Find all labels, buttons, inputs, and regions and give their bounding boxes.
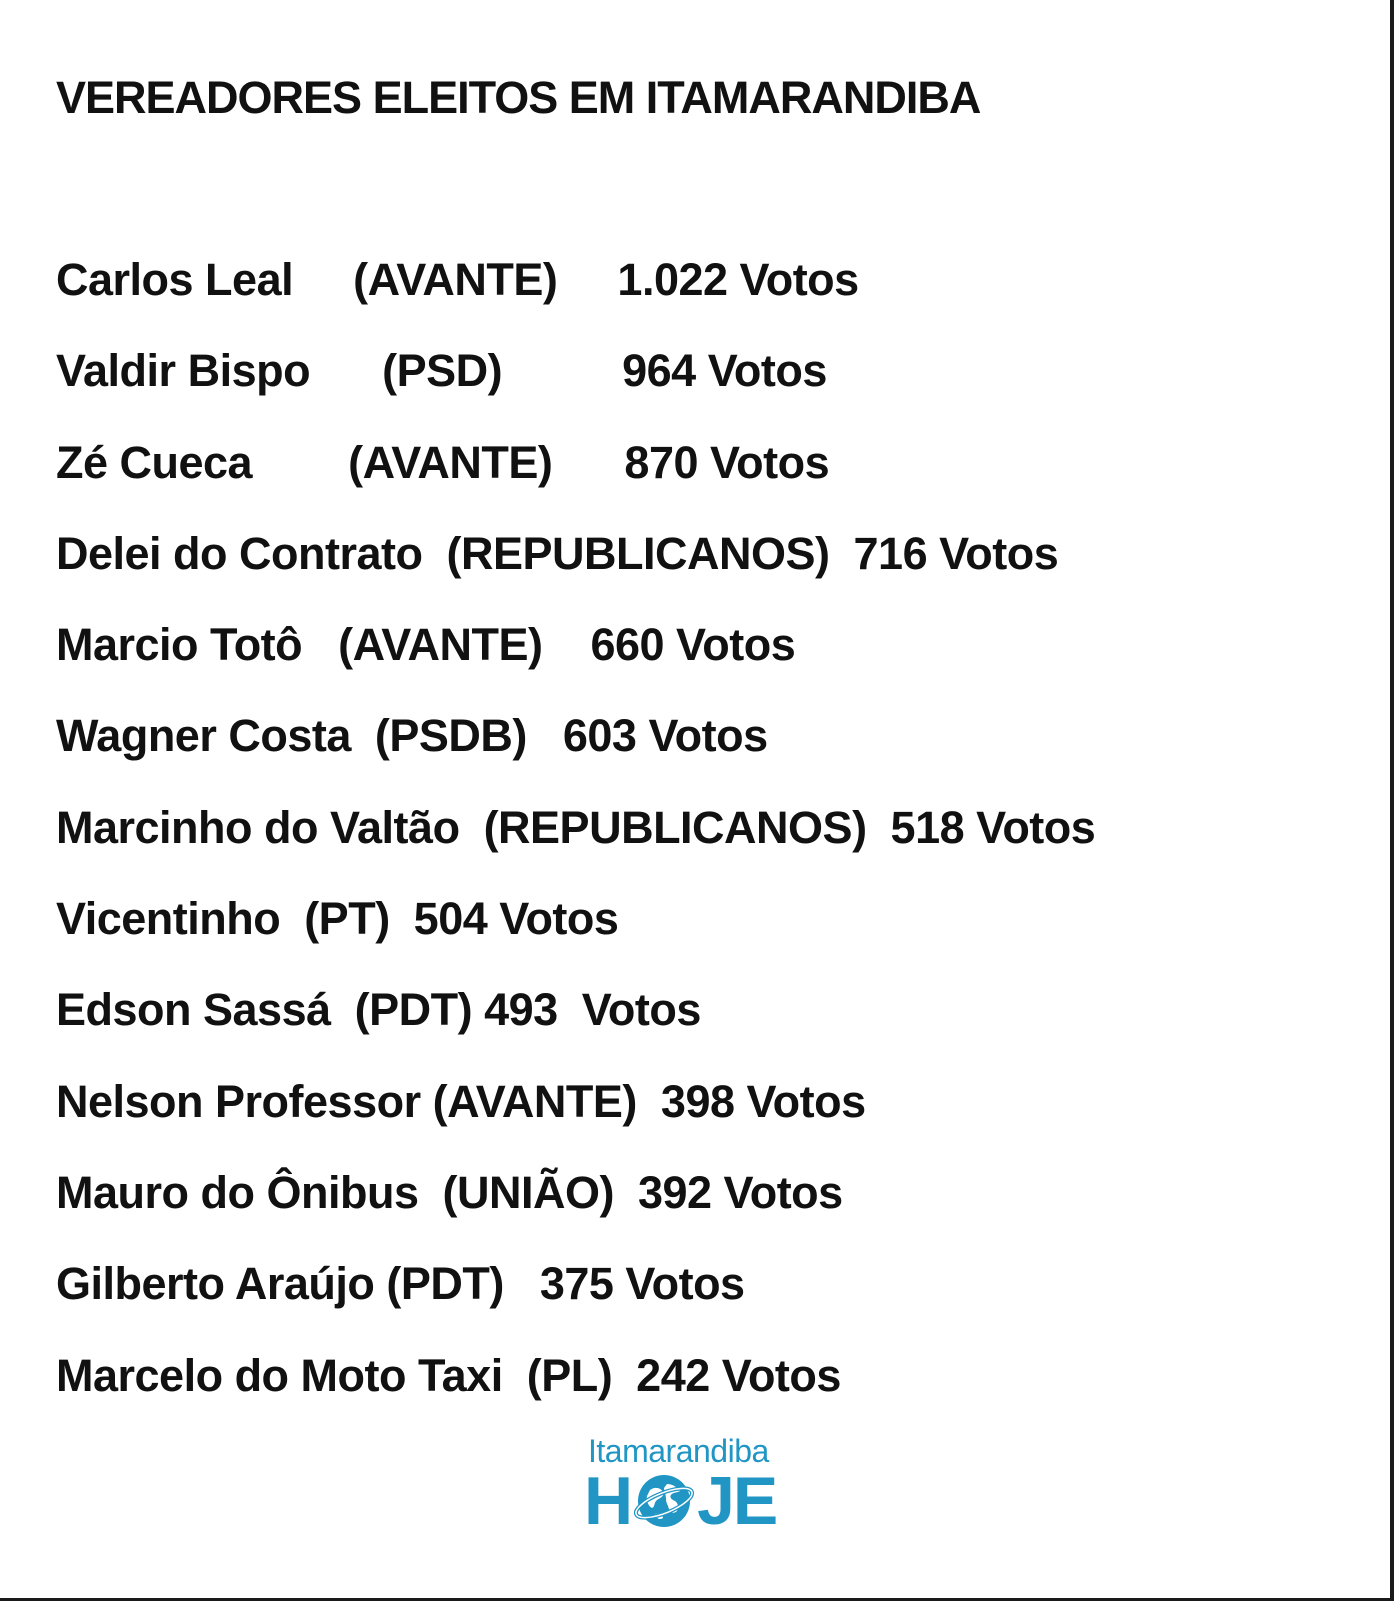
list-item: Nelson Professor (AVANTE) 398 Votos [56,1075,866,1127]
logo-word-start: H [584,1463,632,1539]
logo-wordmark [584,1463,777,1539]
list-item: Mauro do Ônibus (UNIÃO) 392 Votos [56,1166,843,1218]
list-item: Carlos Leal (AVANTE) 1.022 Votos [56,254,859,305]
list-item: Zé Cueca (AVANTE) 870 Votos [56,436,830,488]
list-item: Marcelo do Moto Taxi (PL) 242 Votos [56,1349,841,1401]
list-item: Gilberto Araújo (PDT) 375 Votos [56,1258,745,1310]
list-item: Delei do Contrato (REPUBLICANOS) 716 Votos [56,527,1059,579]
list-item: Edson Sassá (PDT) 493 Votos [56,984,701,1036]
list-item: Marcinho do Valtão (REPUBLICANOS) 518 Votos [56,801,1096,853]
right-border [1390,0,1394,1601]
list-item: Wagner Costa (PSDB) 603 Votos [56,710,768,762]
councilor-list [56,250,1095,1437]
globe-icon [633,1470,695,1532]
itamarandiba-hoje-logo [584,1433,824,1541]
logo-top-text: Itamarandiba [588,1433,769,1469]
list-item: Valdir Bispo (PSD) 964 Votos [56,345,827,397]
list-item: Marcio Totô (AVANTE) 660 Votos [56,619,796,671]
list-item: Vicentinho (PT) 504 Votos [56,893,619,945]
logo-word-end: JE [697,1463,777,1539]
page-title: VEREADORES ELEITOS EM ITAMARANDIBA [56,72,981,123]
